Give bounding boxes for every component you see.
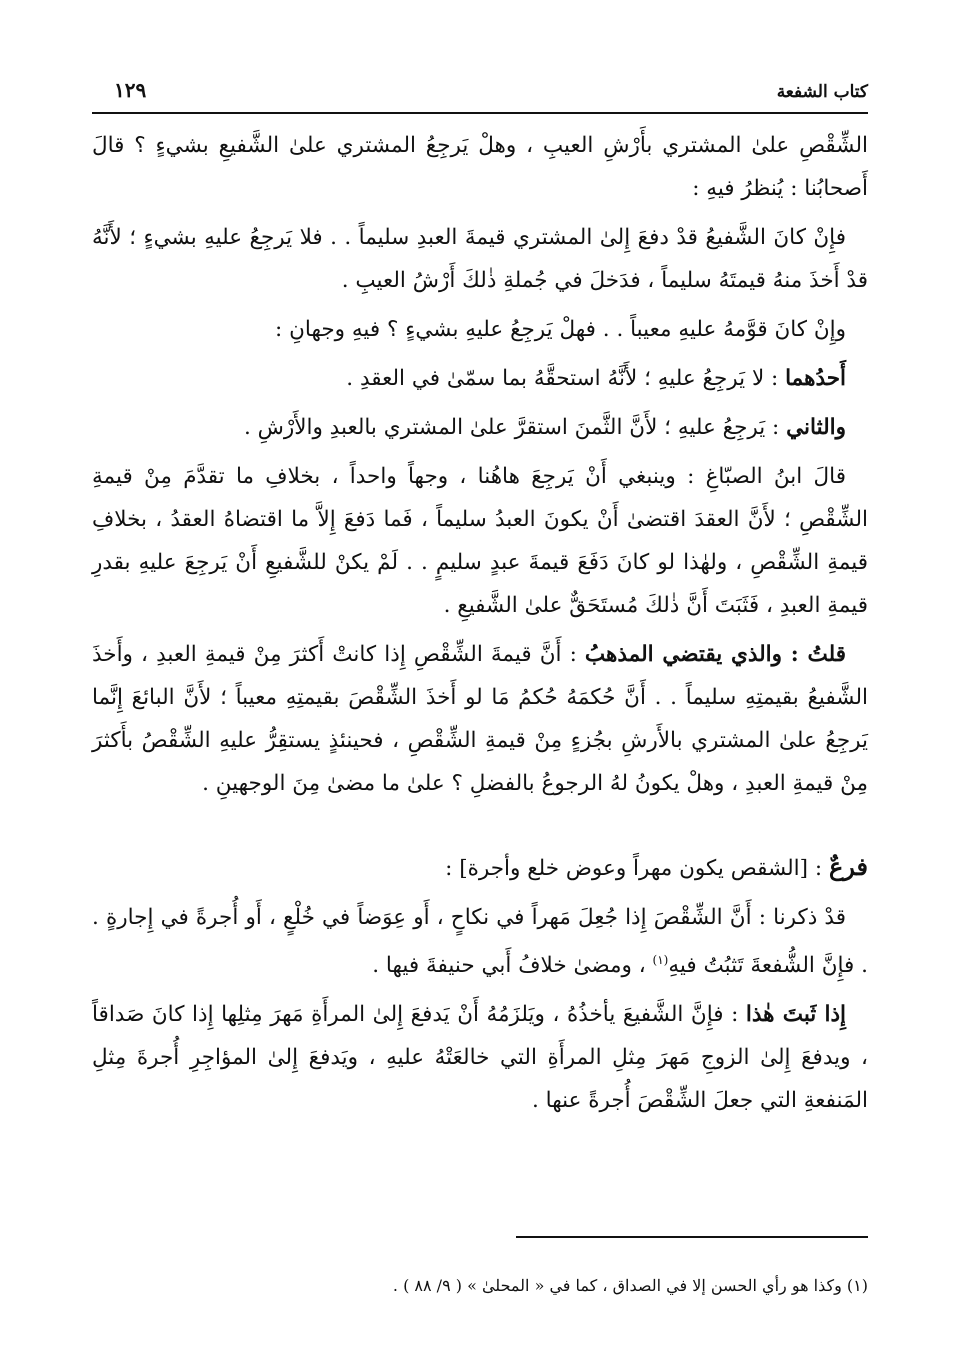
footnote-reference: (١)	[652, 953, 669, 967]
section-keyword: فرعٌ	[828, 852, 868, 881]
paragraph-text: : لا يَرجِعُ عليهِ ؛ لأَنَّهُ استحقَّهُ بما سمّىٰ في العقدِ .	[346, 366, 786, 391]
paragraph: قالَ ابنُ الصبّاغِ : وينبغي أَنْ يَرجِعَ هاهُنا ، وجهاً واحداً ، بخلافِ ما تقدَّمَ مِنْ قيمةِ الشِّقْصِ ؛ لأَنَّ العقدَ اقتضىٰ أَنْ يكونَ العبدُ سليماً ، فَما دَفعَ إِلاَّ ما اقتضاهُ العقدُ ، بخلافِ قيمةِ الشِّقْصِ ، ولهٰذا لو كانَ دَفَعَ قيمةَ عبدٍ سليمٍ . . لَمْ يكنْ للشَّفيعِ أَنْ يَرجِعَ عليهِ بقدرِ قيمةِ العبدِ ، فَثَبَتَ أَنَّ ذٰلكَ مُستَحَقٌّ علىٰ الشَّفيعِ .	[92, 464, 868, 618]
paragraph	[92, 993, 868, 1122]
paragraph	[92, 896, 868, 987]
section-heading	[92, 845, 868, 890]
paragraph-text: : يَرجِعُ عليهِ ؛ لأَنَّ الثَّمنَ استقرَّ علىٰ المشتري بالعبدِ والأَرْشِ .	[243, 415, 787, 440]
paragraph-text: : أَنَّ قيمةَ الشِّقْصِ إِذا كانتْ أَكثرَ مِنْ قيمةِ العبدِ ، وأَخذَ الشَّفيعُ بقيمتِهِ سليماً . . أَنَّ حُكمَهُ حُكمُ مَا لو أَخذَ الشِّقْصَ بقيمتِهِ معيباً ؛ لأَنَّ البائعَ إِنَّما يَرجِعُ علىٰ المشتري بالأَرشِ بجُزءٍ مِنْ قيمةِ الشِّقْصِ ، فحينئذٍ يستقِرُّ عليهِ الشِّقْصُ بأَكثرَ مِنْ قيمةِ العبدِ ، وهلْ يكونُ لهُ الرجوعُ بالفضلِ ؟ علىٰ ما مضىٰ مِنَ الوجهينِ .	[92, 642, 868, 796]
footnote-divider	[516, 1236, 868, 1238]
paragraph-keyword: والثاني	[786, 415, 846, 440]
page-number: ١٢٩	[114, 78, 147, 102]
paragraph	[92, 357, 868, 400]
main-text	[92, 124, 868, 1122]
running-header	[92, 78, 868, 114]
footnote-marker: (١)	[846, 1276, 868, 1295]
paragraph: فإِنْ كانَ الشَّفيعُ قدْ دفعَ إِلىٰ المشتري قيمةَ العبدِ سليماً . . فلا يَرجِعُ عليهِ بشيءٍ ؛ لأَنَّهُ قدْ أَخذَ منهُ قيمتَهُ سليماً ، فدَخلَ في جُملةِ ذٰلكَ أَرْشُ العيبِ .	[92, 225, 868, 293]
paragraph-text: قدْ ذكرنا : أَنَّ الشِّقْصَ إِذا جُعِلَ مَهراً في نكاحٍ ، أَو عِوَضاً في خُلْعٍ ، أَو أُجرةً في إِجارةٍ . . فإِنَّ الشُّفعةَ تَثبُتُ فيهِ	[92, 905, 868, 979]
paragraph-text: : فإِنَّ الشَّفيعَ يأخذُهُ ، ويَلزَمُهُ أَنْ يَدفعَ إِلىٰ المرأَةِ مَهرَ مِثلِها إِذا كانَ صَداقاً ، ويدفعَ إِلىٰ الزوجِ مَهرَ مِثلِ المرأَةِ التي خالعَتْهُ عليهِ ، ويَدفعَ إِلىٰ المؤاجِرِ أُجرةَ مِثلِ المَنفعةِ التي جعلَ الشِّقْصَ أُجرةً عنها .	[92, 1002, 868, 1114]
paragraph	[92, 406, 868, 449]
footnote-text: وكذا هو رأي الحسن إلا في الصداق ، كما في « المحلىٰ » ( ٩/ ٨٨ ) .	[392, 1276, 842, 1295]
paragraph	[92, 633, 868, 805]
paragraph-keyword: قلتُ : والذي يقتضي المذهبُ	[584, 642, 846, 667]
chapter-title: كتاب الشفعة	[776, 82, 868, 102]
paragraph-text: ، ومضىٰ خلافُ أَبي حنيفةَ فيها .	[372, 953, 653, 979]
footnote	[393, 1274, 868, 1298]
paragraph: وإِنْ كانَ قوَّمهُ عليهِ معيباً . . فهلْ يَرجِعُ عليهِ بشيءٍ ؟ فيهِ وجهانِ :	[275, 317, 846, 342]
section-title: : [الشقص يكون مهراً وعوض خلع وأجرة] :	[445, 856, 829, 881]
paragraph: الشِّقْصِ علىٰ المشتري بأَرْشِ العيبِ ، وهلْ يَرجِعُ المشتري علىٰ الشَّفيعِ بشيءٍ ؟ قالَ أَصحابُنا : يُنظرُ فيهِ :	[92, 133, 868, 201]
paragraph-keyword: أَحدُهما	[785, 366, 846, 391]
book-page	[92, 78, 868, 1338]
paragraph-keyword: إِذا ثَبتَ هٰذا	[745, 1002, 847, 1028]
